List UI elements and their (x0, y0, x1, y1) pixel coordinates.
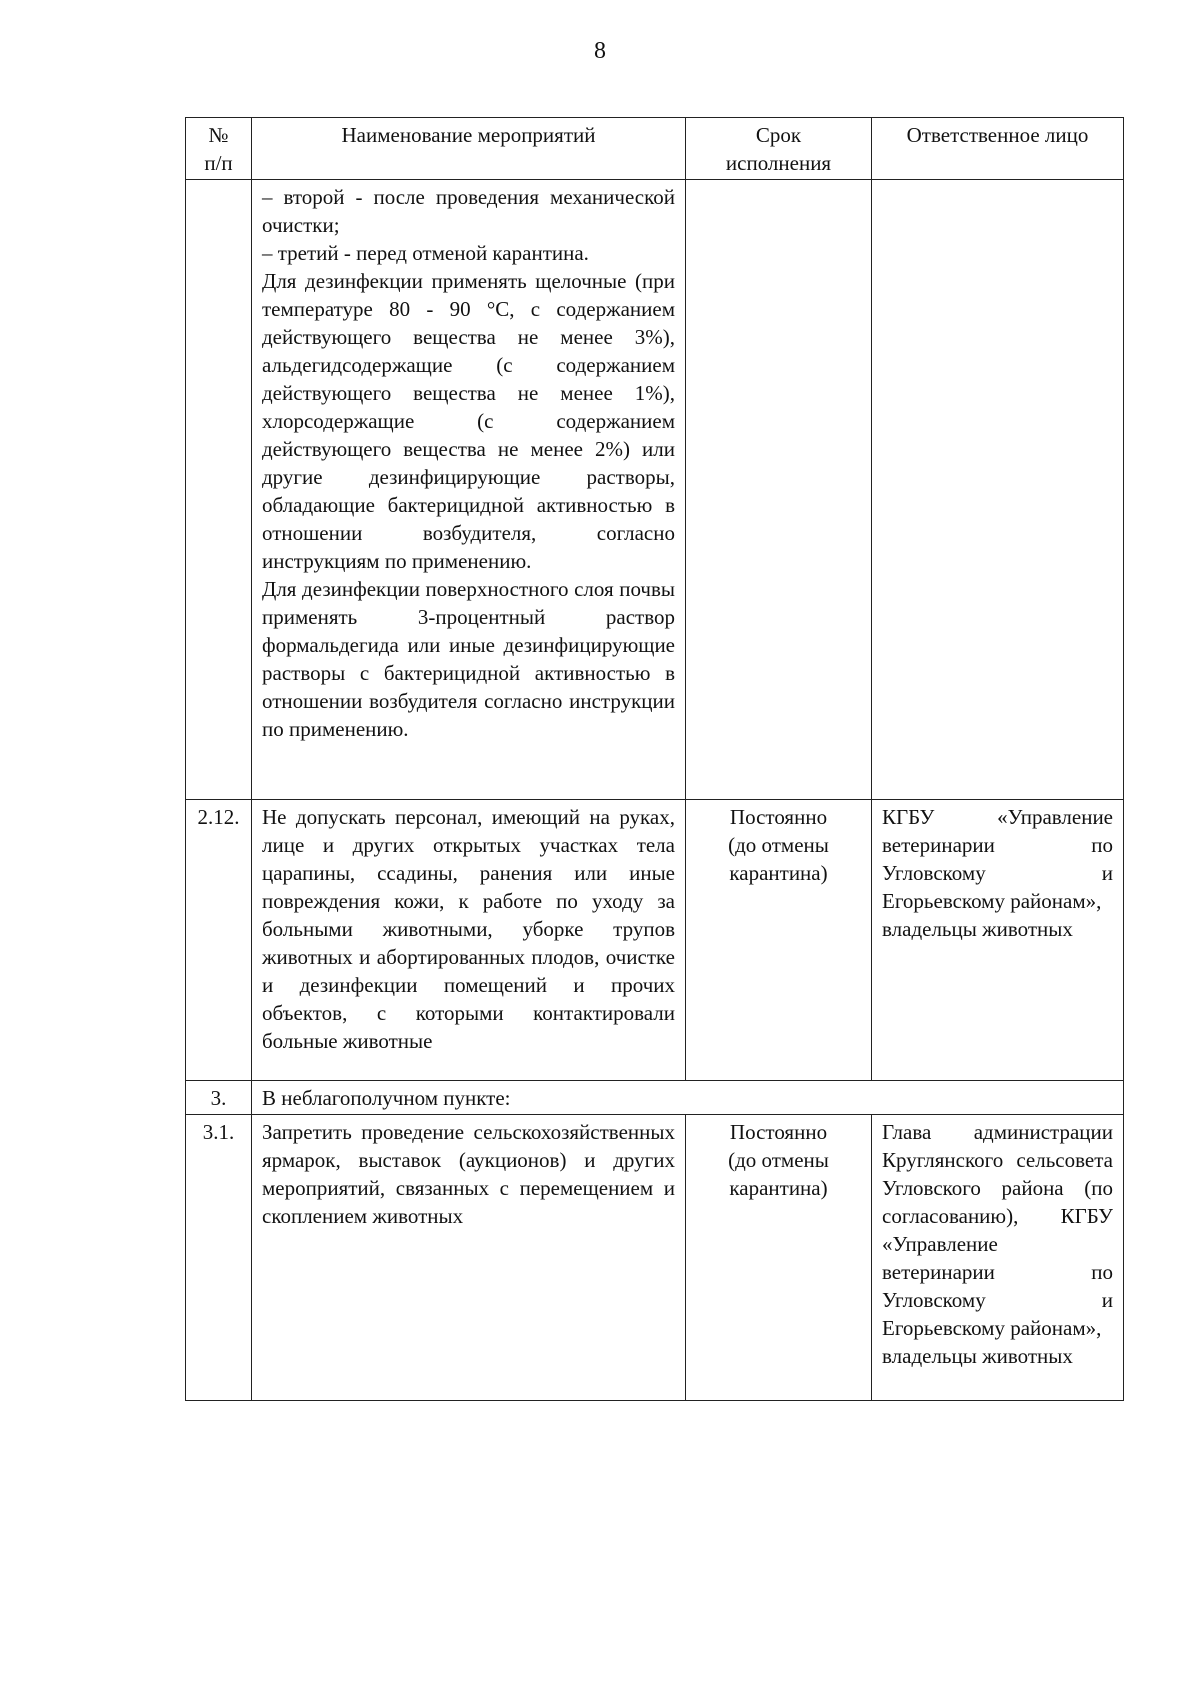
cell-term (686, 800, 872, 1081)
header-term-line1: Срок (755, 123, 802, 147)
cell-term-empty (686, 180, 872, 800)
table-row-continuation (186, 180, 1124, 800)
header-name: Наименование мероприятий (252, 118, 686, 180)
responsible-text: Глава администрации Круглянского сельсовета Угловского района (по согласованию), КГБУ «Управление ветеринарии по Угловскому и Егорьевскому районам», (882, 1120, 1113, 1340)
cell-responsible (872, 1115, 1124, 1401)
term-line: (до отмены (728, 1148, 829, 1172)
cell-term (686, 1115, 872, 1401)
term-line: (до отмены (728, 833, 829, 857)
measure-paragraph: – третий - перед отменой карантина. (262, 241, 589, 265)
header-number-line2: п/п (204, 151, 233, 175)
term-line: карантина) (729, 1176, 828, 1200)
term-line: Постоянно (729, 1120, 828, 1144)
cell-responsible (872, 800, 1124, 1081)
cell-number: 3. (186, 1081, 252, 1115)
cell-responsible-empty (872, 180, 1124, 800)
responsible-owners: владельцы животных (882, 917, 1073, 941)
table-row-3-1 (186, 1115, 1124, 1401)
cell-measure-continuation (252, 180, 686, 800)
measure-text: Запретить проведение сельскохозяйственных ярмарок, выставок (аукционов) и других мероприятий, связанных с перемещением и скоплением животных (262, 1120, 675, 1228)
table-row-2-12 (186, 800, 1124, 1081)
page-number: 8 (594, 38, 606, 64)
header-number (186, 118, 252, 180)
measure-paragraph: – второй - после проведения механической очистки; (262, 185, 675, 237)
cell-number: 2.12. (186, 800, 252, 1081)
responsible-text: КГБУ «Управление ветеринарии по Угловскому и Егорьевскому районам», (882, 805, 1113, 913)
cell-number-empty (186, 180, 252, 800)
cell-number: 3.1. (186, 1115, 252, 1401)
term-line: Постоянно (729, 805, 828, 829)
header-responsible: Ответственное лицо (872, 118, 1124, 180)
header-number-line1: № (208, 123, 229, 147)
cell-section-title: В неблагополучном пункте: (252, 1081, 1124, 1115)
table-header-row (186, 118, 1124, 180)
responsible-owners: владельцы животных (882, 1344, 1073, 1368)
measure-paragraph: Для дезинфекции поверхностного слоя почвы применять 3-процентный раствор формальдегида или иные дезинфицирующие растворы с бактерицидной активностью в отношении возбудителя согласно инструкции по применению. (262, 577, 675, 741)
measures-table (185, 117, 1124, 1401)
measure-paragraph: Для дезинфекции применять щелочные (при температуре 80 - 90 °С, с содержанием действующего вещества не менее 3%), альдегидсодержащие (с содержанием действующего вещества не менее 1%), хлорсодержащие (с содержанием действующего вещества не менее 2%) или другие дезинфицирующие растворы, обладающие бактерицидной активностью в отношении возбудителя, согласно инструкциям по применению. (262, 269, 675, 573)
header-term-line2: исполнения (725, 151, 832, 175)
cell-measure (252, 1115, 686, 1401)
term-line: карантина) (729, 861, 828, 885)
measure-text: Не допускать персонал, имеющий на руках, лице и других открытых участках тела царапины, ссадины, ранения или иные повреждения кожи, к работе по уходу за больными животными, уборке трупов животных и абортированных плодов, очистке и дезинфекции помещений и прочих объектов, с которыми контактировали больные животные (262, 805, 675, 1053)
cell-measure (252, 800, 686, 1081)
table-row-section-3 (186, 1081, 1124, 1115)
header-term (686, 118, 872, 180)
